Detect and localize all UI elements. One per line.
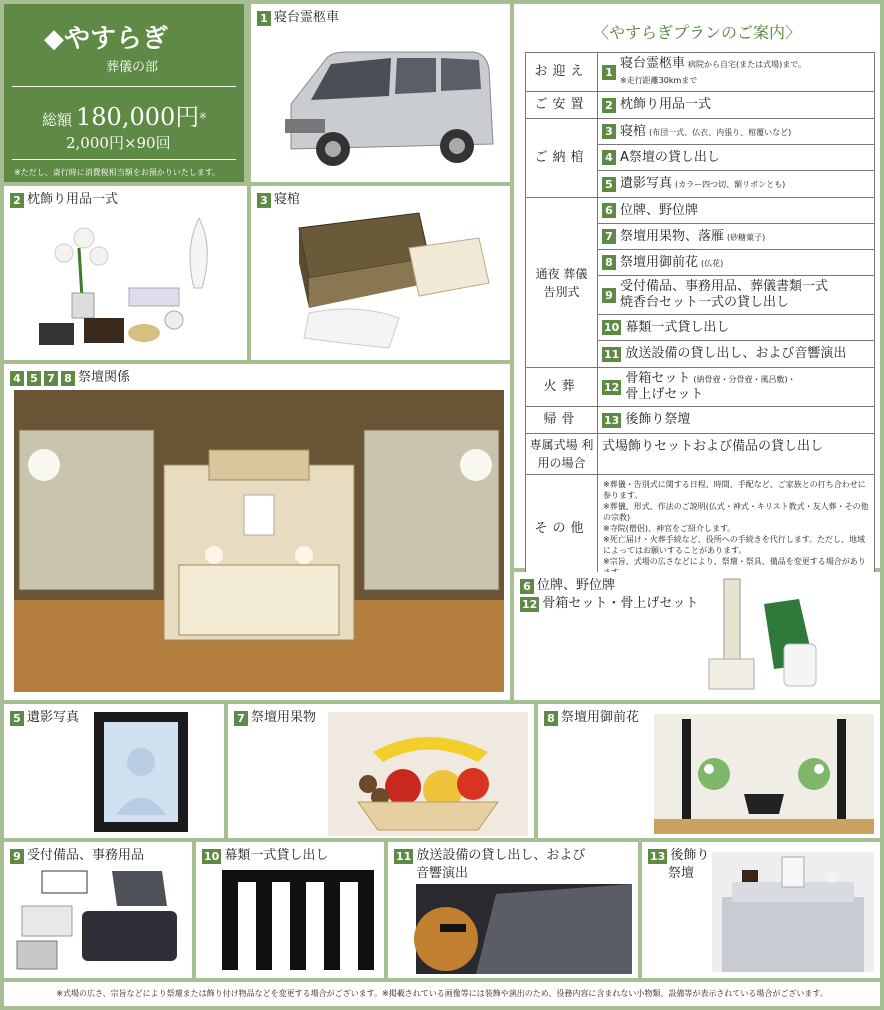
plan-items — [598, 53, 874, 91]
plan-item — [598, 250, 874, 276]
plan-item-text — [625, 371, 795, 403]
hearse-van-image — [271, 34, 501, 174]
plan-item-text — [625, 320, 729, 336]
plan-items — [598, 368, 874, 406]
coffin-image — [279, 208, 501, 358]
item-number: 1 — [602, 65, 616, 80]
plan-item-detail: (仏花) — [701, 258, 724, 268]
panel-label: 祭壇 — [668, 866, 695, 881]
item-number: 3 — [602, 124, 616, 139]
plan-table — [525, 52, 875, 583]
plan-row — [525, 119, 875, 198]
item-number: 8 — [61, 371, 75, 386]
divider — [12, 159, 236, 160]
panel-curtain — [196, 842, 384, 978]
plan-item — [598, 119, 874, 145]
plan-item-main: 位牌、野位牌 — [620, 202, 699, 218]
panel-label: 受付備品、事務用品 — [27, 848, 145, 863]
item-number: 10 — [204, 849, 220, 863]
panel-label: 骨箱セット・骨上げセット — [542, 596, 699, 611]
item-number: 13 — [650, 849, 666, 863]
plan-item-main: 放送設備の貸し出し、および音響演出 — [625, 346, 847, 361]
plan-item — [598, 407, 874, 433]
plan-item-main: 遺影写真 — [620, 176, 673, 191]
panel-label: 遺影写真 — [27, 710, 80, 725]
panel-after-altar — [642, 842, 880, 978]
altar-hall-image — [14, 390, 504, 692]
plan-category: 帰骨 — [526, 407, 598, 433]
plan-row — [525, 52, 875, 92]
plan-other-line: ※葬儀、形式、作法のご説明(仏式・神式・キリスト教式・友人葬・その他の宗教) — [603, 502, 869, 522]
plan-item-main: 焼香台セット一式の貸し出し — [620, 295, 790, 310]
plan-item-text — [620, 97, 711, 113]
item-number: 6 — [602, 203, 616, 218]
item-number: 12 — [604, 380, 620, 394]
plan-header — [4, 4, 244, 182]
plan-row-other — [525, 475, 875, 583]
plan-other-line: ※宗旨、式場の広さなどにより、祭壇・祭具、備品を変更する場合があり — [603, 557, 866, 566]
altar-flowers-image — [654, 714, 874, 834]
plan-category: ご納棺 — [526, 119, 598, 197]
plan-item — [598, 198, 874, 224]
plan-category: その他 — [526, 475, 598, 582]
footer-note: ※式場の広さ、宗旨などにより祭壇または飾り付け物品などを変更する場合がございます。※掲載されている画像等には装飾や演出のため、役務内容に含まれない小物類、設備等が表示されている場合がございます。 — [4, 982, 880, 1006]
panel-label: 音響演出 — [416, 866, 469, 881]
plan-item-main: 枕飾り用品一式 — [620, 97, 712, 112]
portrait-frame-image — [92, 710, 192, 836]
item-number: 13 — [604, 413, 620, 427]
plan-item-main: A祭壇の貸し出し — [620, 149, 720, 165]
plan-subtitle: 葬儀の部 — [106, 60, 159, 75]
plan-item-text — [620, 150, 720, 166]
panel-reception — [4, 842, 192, 978]
plan-item — [598, 368, 874, 406]
item-number: 7 — [44, 371, 58, 386]
plan-items — [598, 407, 874, 433]
plan-item-text — [620, 279, 828, 311]
item-number: 9 — [10, 849, 24, 864]
plan-row — [525, 434, 875, 475]
plan-items — [598, 198, 874, 367]
plan-row — [525, 198, 875, 368]
plan-item — [598, 171, 874, 197]
plan-item-text — [620, 124, 791, 140]
item-number: 4 — [602, 150, 616, 165]
plan-item-main: 後飾り祭壇 — [625, 412, 691, 427]
panel-label: 後飾り — [670, 848, 710, 863]
panel-label: 祭壇関係 — [78, 370, 131, 385]
plan-item — [598, 341, 874, 367]
total-price: 総額 180,000円※ — [42, 103, 207, 131]
plan-guide-title: 〈やすらぎプランのご案内〉 — [592, 23, 801, 42]
item-number: 11 — [604, 347, 620, 361]
item-number: 5 — [27, 371, 41, 386]
plan-items — [598, 434, 874, 474]
item-number: 4 — [10, 371, 24, 386]
item-number: 7 — [602, 229, 616, 244]
plan-other-line: ※寺院(僧侶)、神官をご紹介します。 — [603, 524, 736, 533]
plan-category: 専属式場 利用の場合 — [526, 434, 598, 474]
panel-portrait — [4, 704, 224, 838]
plan-item-detail: (砂糖菓子) — [727, 232, 766, 242]
plan-other-line: ※死亡届け・火葬手続など、役所への手続きを代行します。ただし、地域によってはお願いすることがあります。 — [603, 535, 866, 555]
item-number: 3 — [257, 193, 271, 208]
reception-supplies-image — [12, 866, 187, 976]
plan-category: お迎え — [526, 53, 598, 91]
item-number: 5 — [602, 177, 616, 192]
plan-item-text — [620, 176, 785, 192]
item-number: 1 — [257, 11, 271, 26]
plan-category: 通夜 葬儀 告別式 — [526, 198, 598, 367]
item-number: 2 — [602, 98, 616, 113]
sound-equipment-image — [416, 884, 632, 974]
plan-item-main: 式場飾りセットおよび備品の貸し出し — [602, 439, 824, 454]
plan-item-main: 受付備品、事務用品、葬儀書類一式 — [620, 279, 829, 294]
plan-row — [525, 407, 875, 434]
plan-name: ◆やすらぎ — [44, 24, 168, 54]
plan-item-main: 寝台霊柩車 — [620, 56, 686, 71]
plan-item — [598, 53, 874, 91]
panel-label: 寝棺 — [274, 192, 301, 207]
plan-items — [598, 119, 874, 197]
installment-price: 2,000円×90回 — [66, 134, 171, 152]
plan-item-text — [620, 56, 806, 88]
panel-label: 幕類一式貸し出し — [224, 848, 329, 863]
panel-label: 寝台霊柩車 — [274, 10, 340, 25]
plan-item — [598, 145, 874, 171]
plan-row — [525, 92, 875, 119]
item-number: 9 — [602, 288, 616, 303]
plan-item-main: 祭壇用果物、落雁 — [620, 228, 725, 244]
plan-category: ご安置 — [526, 92, 598, 118]
plan-item-detail: (納骨壺・分骨壺・風呂敷)・ — [693, 375, 796, 384]
panel-ihai-kotsubako — [514, 572, 880, 700]
tax-note: ※ただし、斎行時に消費税相当額をお預かりいたします。 — [14, 168, 221, 177]
plan-item — [598, 224, 874, 250]
item-number: 8 — [544, 711, 558, 726]
fruit-offering-image — [328, 712, 528, 836]
plan-item — [598, 434, 874, 460]
plan-item-main: 骨箱セット — [625, 371, 691, 386]
item-number: 11 — [396, 849, 412, 863]
panel-altar-flowers — [538, 704, 880, 838]
item-number: 5 — [10, 711, 24, 726]
item-number: 12 — [522, 597, 538, 611]
plan-items — [598, 92, 874, 118]
panel-plan-guide — [514, 4, 880, 568]
plan-item-text — [620, 255, 723, 271]
panel-label: 位牌、野位牌 — [537, 578, 616, 593]
plan-item-text — [625, 346, 846, 362]
plan-row — [525, 368, 875, 407]
item-number: 6 — [520, 579, 534, 594]
plan-item-text — [602, 439, 823, 455]
plan-item — [598, 276, 874, 315]
panel-pillow-set — [4, 186, 247, 360]
plan-item-detail: (布団一式、仏衣、内張り、棺覆いなど) — [649, 127, 792, 137]
panel-label: 放送設備の貸し出し、および — [416, 848, 586, 863]
plan-item-main: 寝棺 — [620, 123, 647, 139]
plan-item — [598, 315, 874, 341]
after-altar-image — [712, 852, 874, 972]
panel-label: 祭壇用御前花 — [561, 710, 640, 725]
plan-item-main: 幕類一式貸し出し — [625, 319, 730, 335]
curtain-image — [222, 870, 374, 970]
plan-item-text — [625, 412, 690, 428]
plan-item-main: 祭壇用御前花 — [620, 254, 699, 270]
item-number: 2 — [10, 193, 24, 208]
plan-item-detail: ※走行距離30kmまで — [620, 76, 698, 85]
panel-label: 枕飾り用品一式 — [27, 192, 119, 207]
plan-category: 火葬 — [526, 368, 598, 406]
item-number: 10 — [604, 321, 620, 334]
panel-fruit — [228, 704, 534, 838]
item-number: 7 — [234, 711, 248, 726]
panel-label: 祭壇用果物 — [251, 710, 317, 725]
panel-sound — [388, 842, 638, 978]
plan-item-text — [620, 203, 698, 219]
plan-item-detail: (カラー四つ切、額リボンとも) — [675, 180, 786, 189]
item-number: 8 — [602, 255, 616, 270]
plan-other-notes — [598, 475, 874, 582]
plan-other-line: ※葬儀・告別式に関する日程、時間、手配など、ご家族との打ち合わせに参ります。 — [603, 480, 866, 500]
plan-item-text — [620, 229, 765, 245]
plan-item-main: 骨上げセット — [625, 387, 704, 402]
panel-altar — [4, 364, 510, 700]
pillow-decoration-image — [24, 208, 234, 353]
ihai-urn-image — [704, 574, 874, 698]
plan-item-detail: 病院から自宅(または式場)まで。 — [688, 60, 807, 69]
plan-item — [598, 92, 874, 118]
panel-coffin — [251, 186, 510, 360]
panel-hearse — [251, 4, 510, 182]
divider — [12, 86, 236, 87]
